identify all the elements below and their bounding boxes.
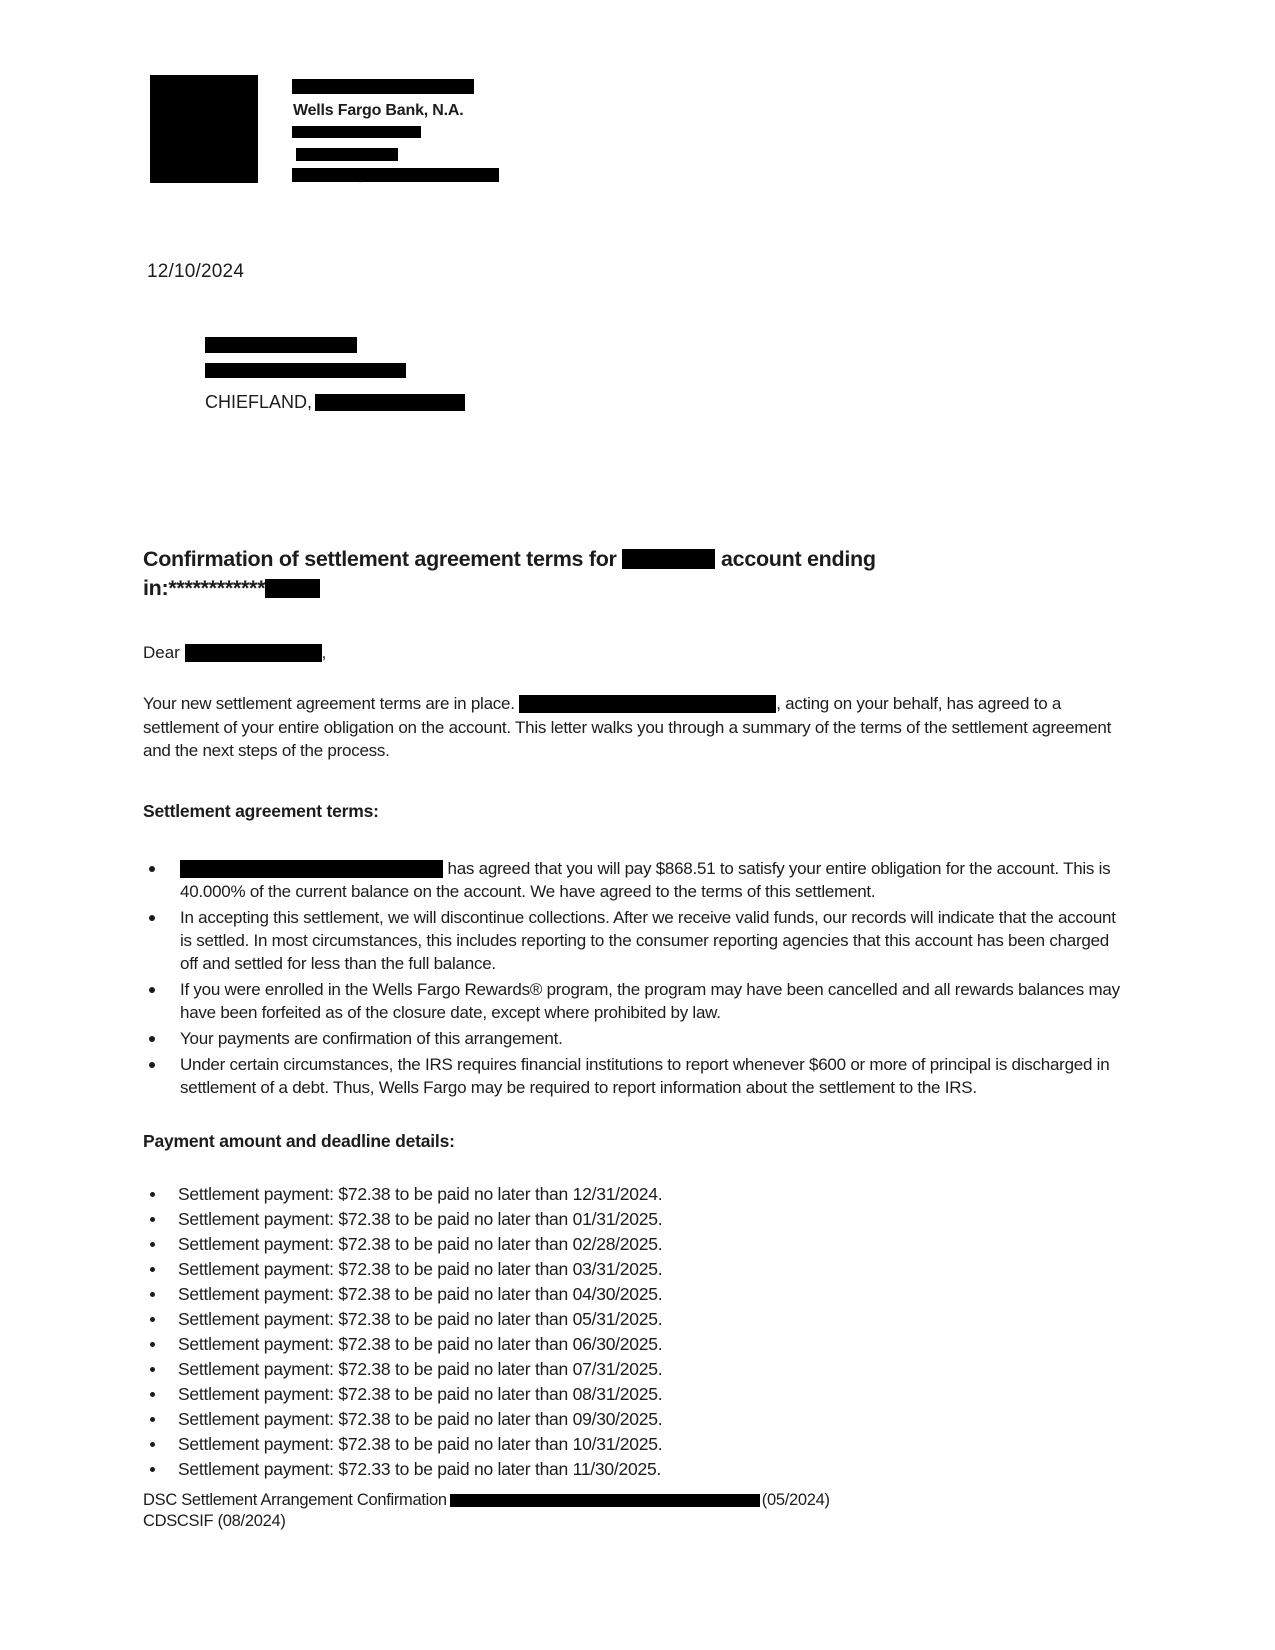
city-state-comma: , xyxy=(358,165,363,184)
redaction-bar xyxy=(315,394,465,411)
payment-bullet-item: Settlement payment: $72.38 to be paid no later than 06/30/2025. xyxy=(143,1332,1121,1357)
redaction-bar xyxy=(622,549,715,569)
redaction-bar xyxy=(265,579,320,598)
salutation: Dear xyxy=(143,643,180,662)
letter-title xyxy=(143,545,1121,603)
recipient-address xyxy=(205,337,465,413)
terms-bullet-item: Under certain circumstances, the IRS requires financial institutions to report whenever $600 or more of principal is discharged in settlement of a debt. Thus, Wells Fargo may be required to report information about the settlement to the IRS. xyxy=(143,1053,1121,1099)
title-text-before: Confirmation of settlement agreement terms for xyxy=(143,547,617,571)
terms-list xyxy=(143,857,1121,1099)
title-text-after: account ending xyxy=(721,547,876,571)
terms-bullet-item: Your payments are confirmation of this arrangement. xyxy=(143,1027,1121,1050)
payment-bullet-item: Settlement payment: $72.38 to be paid no later than 12/31/2024. xyxy=(143,1182,1121,1207)
title-line1 xyxy=(143,547,876,571)
footer-form-version: (05/2024) xyxy=(761,1490,830,1509)
redaction-bar xyxy=(292,126,421,138)
redaction-bar xyxy=(292,79,474,94)
payment-bullet-item: Settlement payment: $72.38 to be paid no later than 07/31/2025. xyxy=(143,1357,1121,1382)
letter-date: 12/10/2024 xyxy=(147,261,245,282)
letter-body xyxy=(143,545,1121,1532)
payment-bullet-item: Settlement payment: $72.38 to be paid no later than 10/31/2025. xyxy=(143,1432,1121,1457)
terms-bullet-item: In accepting this settlement, we will discontinue collections. After we receive valid funds, our records will indicate that the account is settled. In most circumstances, this includes reporting to the consumer reporting agencies that this account has been charged off and settled for less than the full balance. xyxy=(143,906,1121,975)
payments-heading: Payment amount and deadline details: xyxy=(143,1130,455,1151)
payments-list xyxy=(143,1182,1121,1482)
intro-text-before: Your new settlement agreement terms are in place. xyxy=(143,694,515,713)
footer-form-name: DSC Settlement Arrangement Confirmation xyxy=(143,1490,447,1509)
recipient-city-line xyxy=(205,392,465,413)
redaction-bar xyxy=(180,860,443,878)
redaction-bar xyxy=(185,644,322,662)
form-footer xyxy=(143,1490,1121,1532)
terms-bullet-item: has agreed that you will pay $868.51 to satisfy your entire obligation for the account. This is 40.000% of the current balance on the account. We have agreed to the terms of this settlement. xyxy=(143,857,1121,903)
recipient-city: CHIEFLAND, xyxy=(205,392,313,412)
intro-paragraph xyxy=(143,692,1121,763)
bank-address-block xyxy=(292,79,499,182)
terms-heading: Settlement agreement terms: xyxy=(143,800,379,821)
payment-bullet-item: Settlement payment: $72.38 to be paid no later than 03/31/2025. xyxy=(143,1257,1121,1282)
redaction-bar xyxy=(205,337,357,353)
salutation-comma: , xyxy=(321,643,327,662)
redaction-bar xyxy=(292,165,499,184)
redaction-bar xyxy=(450,1494,760,1507)
footer-form-code: CDSCSIF (08/2024) xyxy=(143,1511,286,1530)
footer-line1 xyxy=(143,1490,1121,1511)
intro-text-after: , acting on your behalf, has agreed to a settlement of your entire obligation on the account. This letter walks you through a summary of the terms of the settlement agreement and the next steps of the process. xyxy=(143,694,1112,760)
payment-bullet-item: Settlement payment: $72.38 to be paid no later than 04/30/2025. xyxy=(143,1282,1121,1307)
payment-bullet-item: Settlement payment: $72.38 to be paid no later than 05/31/2025. xyxy=(143,1307,1121,1332)
payment-bullet-item: Settlement payment: $72.33 to be paid no later than 11/30/2025. xyxy=(143,1457,1121,1482)
title-account-mask: in:************ xyxy=(143,576,266,600)
payment-bullet-item: Settlement payment: $72.38 to be paid no later than 01/31/2025. xyxy=(143,1207,1121,1232)
payment-bullet-item: Settlement payment: $72.38 to be paid no later than 08/31/2025. xyxy=(143,1382,1121,1407)
title-line2 xyxy=(143,576,320,600)
redaction-bar xyxy=(205,363,406,378)
salutation-line xyxy=(143,641,1121,664)
payment-bullet-item: Settlement payment: $72.38 to be paid no later than 09/30/2025. xyxy=(143,1407,1121,1432)
bank-name: Wells Fargo Bank, N.A. xyxy=(293,102,464,119)
terms-bullet-item: If you were enrolled in the Wells Fargo Rewards® program, the program may have been cancelled and all rewards balances may have been forfeited as of the closure date, except where prohibited by law. xyxy=(143,978,1121,1024)
redaction-bar xyxy=(519,695,776,713)
redaction-bar xyxy=(296,148,398,161)
payment-bullet-item: Settlement payment: $72.38 to be paid no later than 02/28/2025. xyxy=(143,1232,1121,1257)
redacted-bank-logo xyxy=(150,75,258,183)
